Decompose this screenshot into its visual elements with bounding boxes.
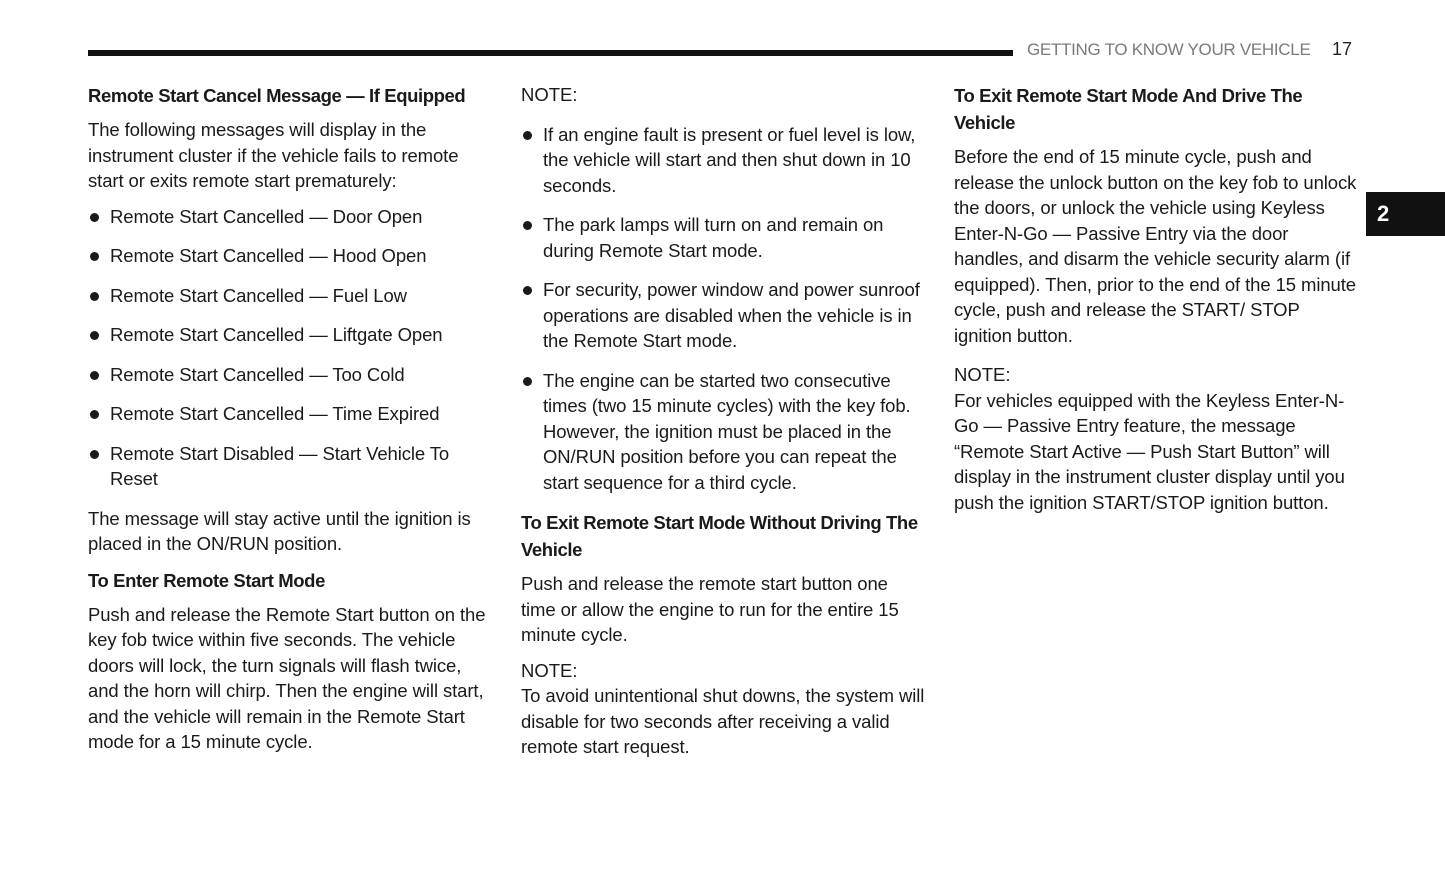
exit-and-drive-paragraph: Before the end of 15 minute cycle, push and release the unlock button on the key fob to unlock the doors, or unlock the vehicle using Keyless Enter-N-Go — Passive Entry via the door handles, and disarm the vehicle security alarm (if equipped). Then, prior to the end of the 15 minute cycle, push and release the START/ STOP ignition button. [954, 146, 1357, 346]
section-heading-exit-and-drive: To Exit Remote Start Mode And Drive The Vehicle [954, 85, 1303, 133]
header-rule [88, 50, 1013, 56]
cancel-message-list [88, 204, 493, 492]
list-item: For security, power window and power sunroof operations are disabled when the vehicle is in the Remote Start mode. [521, 277, 926, 354]
chapter-tab: 2 [1366, 192, 1445, 236]
running-header-title: GETTING TO KNOW YOUR VEHICLE [1027, 40, 1311, 59]
list-item: The park lamps will turn on and remain on during Remote Start mode. [521, 212, 926, 263]
list-item: Remote Start Cancelled — Fuel Low [88, 283, 493, 309]
list-item: Remote Start Cancelled — Liftgate Open [88, 322, 493, 348]
section-heading-exit-without-driving: To Exit Remote Start Mode Without Driving The Vehicle [521, 512, 918, 560]
intro-paragraph: The following messages will display in the instrument cluster if the vehicle fails to remote start or exits remote start prematurely: [88, 119, 459, 191]
note-paragraph: To avoid unintentional shut downs, the system will disable for two seconds after receiving a valid remote start request. [521, 685, 925, 757]
list-item: If an engine fault is present or fuel level is low, the vehicle will start and then shut down in 10 seconds. [521, 122, 926, 199]
list-item: The engine can be started two consecutive times (two 15 minute cycles) with the key fob. However, the ignition must be placed in the ON/RUN position before you can repeat the start sequence for a third cycle. [521, 368, 926, 496]
list-item: Remote Start Cancelled — Hood Open [88, 243, 493, 269]
message-active-paragraph: The message will stay active until the ignition is placed in the ON/RUN position. [88, 507, 471, 554]
note-list [521, 122, 926, 496]
note-paragraph: For vehicles equipped with the Keyless Enter-N-Go — Passive Entry feature, the message “Remote Start Active — Push Start Button” will display in the instrument cluster display until you push the ignition START/STOP ignition button. [954, 389, 1345, 513]
list-item: Remote Start Disabled — Start Vehicle To Reset [88, 441, 493, 492]
column-middle [521, 82, 926, 770]
section-heading-cancel-message: Remote Start Cancel Message — If Equipped [88, 85, 466, 106]
list-item: Remote Start Cancelled — Door Open [88, 204, 493, 230]
exit-without-driving-paragraph: Push and release the remote start button one time or allow the engine to run for the entire 15 minute cycle. [521, 573, 899, 645]
note-label: NOTE: [521, 659, 578, 681]
enter-remote-start-paragraph: Push and release the Remote Start button on the key fob twice within five seconds. The vehicle doors will lock, the turn signals will flash twice, and the horn will chirp. Then the engine will start, and the vehicle will remain in the Remote Start mode for a 15 minute cycle. [88, 603, 486, 752]
section-heading-enter-remote-start: To Enter Remote Start Mode [88, 569, 325, 591]
column-left [88, 82, 493, 765]
note-label: NOTE: [521, 84, 578, 105]
list-item: Remote Start Cancelled — Time Expired [88, 401, 493, 427]
list-item: Remote Start Cancelled — Too Cold [88, 362, 493, 388]
page-number: 17 [1332, 39, 1353, 59]
note-label: NOTE: [954, 364, 1011, 385]
column-right [954, 82, 1359, 525]
